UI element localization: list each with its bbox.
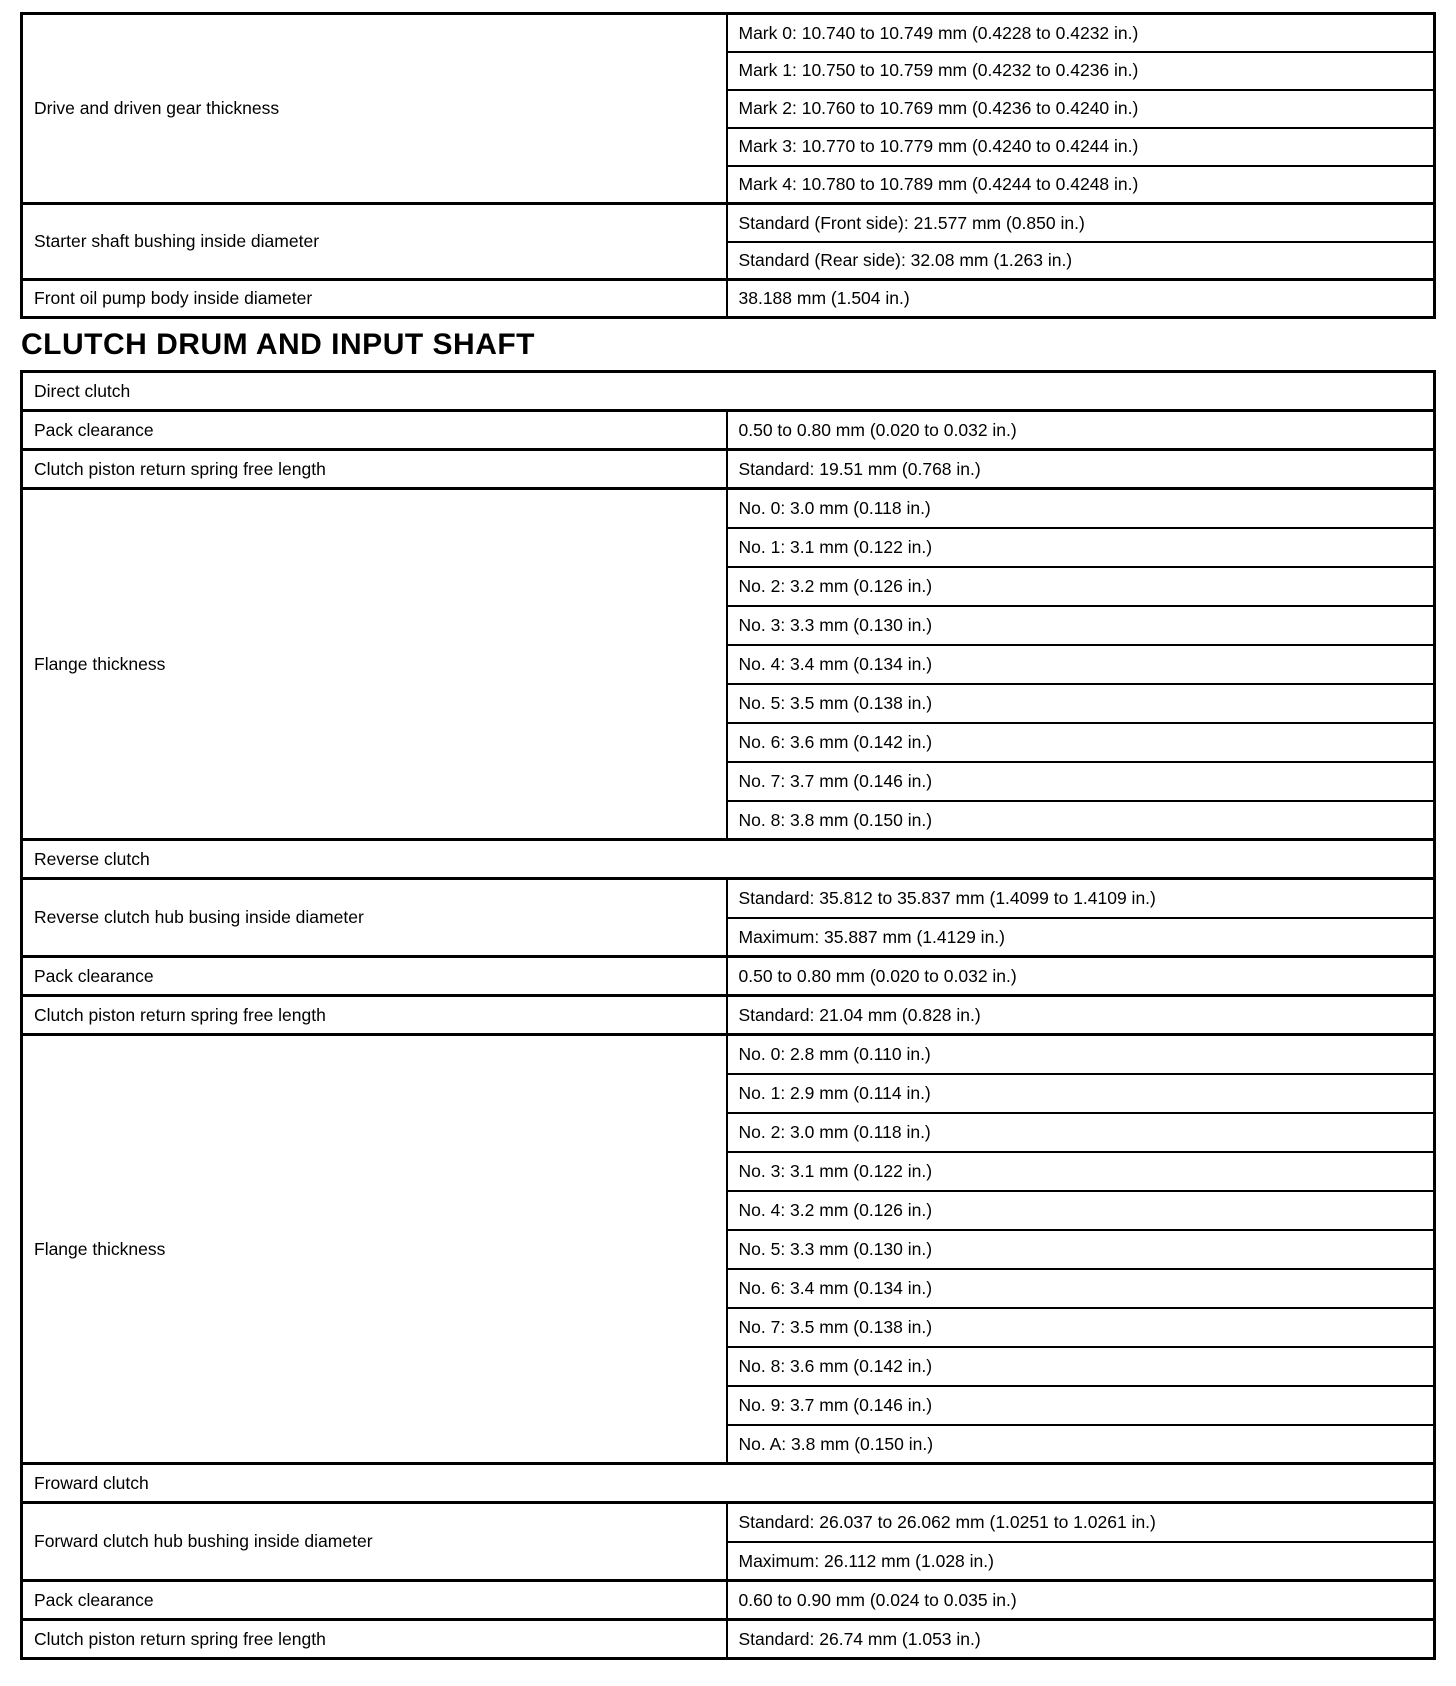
spec-value-cell: No. 8: 3.6 mm (0.142 in.) — [727, 1347, 1435, 1386]
spec-value-cell: Standard (Rear side): 32.08 mm (1.263 in.) — [727, 242, 1435, 280]
spec-value-cell: No. 1: 2.9 mm (0.114 in.) — [727, 1074, 1435, 1113]
section-title-cell: Reverse clutch — [22, 840, 1435, 879]
section-title-row — [22, 1464, 1435, 1503]
spec-label-cell: Pack clearance — [22, 411, 727, 450]
gear-and-pump-spec-table-body — [22, 14, 1435, 318]
spec-value-cell: Standard: 19.51 mm (0.768 in.) — [727, 450, 1435, 489]
gear-and-pump-spec-table — [20, 12, 1436, 319]
spec-value-cell: Mark 2: 10.760 to 10.769 mm (0.4236 to 0.4240 in.) — [727, 90, 1435, 128]
spec-row — [22, 14, 1435, 52]
spec-value-cell: 0.60 to 0.90 mm (0.024 to 0.035 in.) — [727, 1581, 1435, 1620]
spec-value-cell: Mark 4: 10.780 to 10.789 mm (0.4244 to 0.4248 in.) — [727, 166, 1435, 204]
spec-row — [22, 450, 1435, 489]
spec-value-cell: Standard (Front side): 21.577 mm (0.850 in.) — [727, 204, 1435, 242]
spec-label-cell: Flange thickness — [22, 1035, 727, 1464]
spec-row — [22, 411, 1435, 450]
spec-label-cell: Clutch piston return spring free length — [22, 996, 727, 1035]
spec-row — [22, 996, 1435, 1035]
spec-row — [22, 280, 1435, 318]
spec-value-cell: No. 5: 3.3 mm (0.130 in.) — [727, 1230, 1435, 1269]
spec-value-cell: No. 3: 3.3 mm (0.130 in.) — [727, 606, 1435, 645]
spec-label-cell: Drive and driven gear thickness — [22, 14, 727, 204]
spec-label-cell: Clutch piston return spring free length — [22, 450, 727, 489]
spec-value-cell: Mark 3: 10.770 to 10.779 mm (0.4240 to 0.4244 in.) — [727, 128, 1435, 166]
spec-value-cell: No. 0: 2.8 mm (0.110 in.) — [727, 1035, 1435, 1074]
spec-value-cell: No. 4: 3.2 mm (0.126 in.) — [727, 1191, 1435, 1230]
spec-row — [22, 1035, 1435, 1074]
spec-value-cell: No. 6: 3.6 mm (0.142 in.) — [727, 723, 1435, 762]
spec-value-cell: No. 0: 3.0 mm (0.118 in.) — [727, 489, 1435, 528]
spec-value-cell: No. 6: 3.4 mm (0.134 in.) — [727, 1269, 1435, 1308]
spec-value-cell: 0.50 to 0.80 mm (0.020 to 0.032 in.) — [727, 411, 1435, 450]
spec-row — [22, 1581, 1435, 1620]
section-title-cell: Froward clutch — [22, 1464, 1435, 1503]
spec-value-cell: Standard: 21.04 mm (0.828 in.) — [727, 996, 1435, 1035]
spec-label-cell: Front oil pump body inside diameter — [22, 280, 727, 318]
spec-label-cell: Flange thickness — [22, 489, 727, 840]
spec-value-cell: 0.50 to 0.80 mm (0.020 to 0.032 in.) — [727, 957, 1435, 996]
spec-label-cell: Starter shaft bushing inside diameter — [22, 204, 727, 280]
spec-row — [22, 1620, 1435, 1659]
spec-row — [22, 1503, 1435, 1542]
spec-label-cell: Clutch piston return spring free length — [22, 1620, 727, 1659]
section-title-row — [22, 372, 1435, 411]
section-title-row — [22, 840, 1435, 879]
spec-value-cell: Maximum: 35.887 mm (1.4129 in.) — [727, 918, 1435, 957]
spec-label-cell: Pack clearance — [22, 1581, 727, 1620]
spec-value-cell: Mark 0: 10.740 to 10.749 mm (0.4228 to 0.4232 in.) — [727, 14, 1435, 52]
spec-row — [22, 204, 1435, 242]
spec-value-cell: Mark 1: 10.750 to 10.759 mm (0.4232 to 0.4236 in.) — [727, 52, 1435, 90]
spec-value-cell: No. 3: 3.1 mm (0.122 in.) — [727, 1152, 1435, 1191]
spec-value-cell: No. 8: 3.8 mm (0.150 in.) — [727, 801, 1435, 840]
section-heading: CLUTCH DRUM AND INPUT SHAFT — [21, 328, 536, 361]
spec-value-cell: Standard: 35.812 to 35.837 mm (1.4099 to 1.4109 in.) — [727, 879, 1435, 918]
spec-value-cell: No. 2: 3.2 mm (0.126 in.) — [727, 567, 1435, 606]
spec-value-cell: No. 7: 3.7 mm (0.146 in.) — [727, 762, 1435, 801]
spec-value-cell: No. A: 3.8 mm (0.150 in.) — [727, 1425, 1435, 1464]
spec-value-cell: Standard: 26.037 to 26.062 mm (1.0251 to 1.0261 in.) — [727, 1503, 1435, 1542]
spec-row — [22, 489, 1435, 528]
spec-value-cell: No. 1: 3.1 mm (0.122 in.) — [727, 528, 1435, 567]
spec-row — [22, 879, 1435, 918]
spec-label-cell: Reverse clutch hub busing inside diameter — [22, 879, 727, 957]
spec-value-cell: No. 7: 3.5 mm (0.138 in.) — [727, 1308, 1435, 1347]
section-title-cell: Direct clutch — [22, 372, 1435, 411]
spec-label-cell: Forward clutch hub bushing inside diameter — [22, 1503, 727, 1581]
spec-value-cell: 38.188 mm (1.504 in.) — [727, 280, 1435, 318]
spec-value-cell: Maximum: 26.112 mm (1.028 in.) — [727, 1542, 1435, 1581]
spec-label-cell: Pack clearance — [22, 957, 727, 996]
spec-value-cell: No. 9: 3.7 mm (0.146 in.) — [727, 1386, 1435, 1425]
spec-value-cell: No. 2: 3.0 mm (0.118 in.) — [727, 1113, 1435, 1152]
clutch-drum-input-shaft-spec-table — [20, 370, 1436, 1660]
spec-value-cell: No. 4: 3.4 mm (0.134 in.) — [727, 645, 1435, 684]
spec-value-cell: No. 5: 3.5 mm (0.138 in.) — [727, 684, 1435, 723]
clutch-drum-input-shaft-spec-table-body — [22, 372, 1435, 1659]
spec-row — [22, 957, 1435, 996]
spec-value-cell: Standard: 26.74 mm (1.053 in.) — [727, 1620, 1435, 1659]
